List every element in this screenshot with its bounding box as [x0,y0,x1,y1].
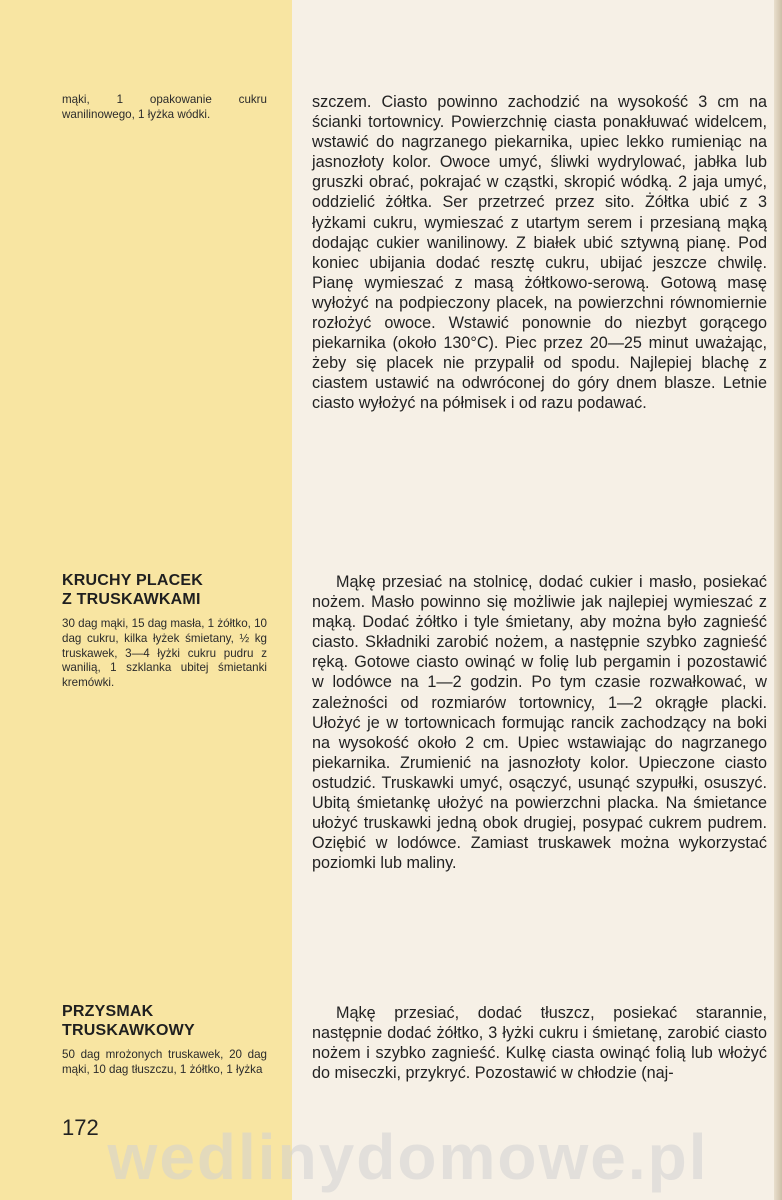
paragraph-continued: szczem. Ciasto powinno zachodzić na wysokość 3 cm na ścianki tortownicy. Powierzchnię ciasta ponakłuwać widelcem, wstawić do nagrzanego piekarnika, upiec lekko rumieniąc na jasnozłoty kolor. Owoce umyć, śliwki wydrylować, jabłka lub gruszki obrać, pokrajać w cząstki, skropić wódką. 2 jaja umyć, oddzielić żółtka. Ser przetrzeć przez sito. Żółtka ubić z 3 łyżkami cukru, wymieszać z utartym serem i przesianą mąką dodając cukier wanilinowy. Z białek ubić sztywną pianę. Pod koniec ubijania dodać resztę cukru, ubijać jeszcze chwilę. Pianę wymieszać z masą żółtkowo-serową. Gotową masę wyłożyć na podpieczony placek, na powierzchni równomiernie rozłożyć owoce. Wstawić ponownie do niezbyt gorącego piekarnika (około 130°C). Piec przez 20—25 minut uważając, żeby się placek nie przypalił od spodu. Najlepiej blachę z ciastem ustawić na odwróconej do góry dnem blasze. Letnie ciasto wyłożyć na półmisek i od razu podawać. [312,93,767,413]
watermark: wedlinydomowe.pl [107,1121,709,1193]
page-number: 172 [62,1115,99,1140]
recipe-title-kruchy-placek [62,571,282,609]
recipe-title-line: KRUCHY PLACEK [62,572,203,589]
recipe-ingredients-przysmak: 50 dag mrożonych truskawek, 20 dag mąki, 10 dag tłuszczu, 1 żółtko, 1 łyżka [62,1048,267,1076]
recipe-title-line: PRZYSMAK [62,1003,154,1020]
recipe-title-line: TRUSKAWKOWY [62,1022,195,1039]
paragraph-przysmak: Mąkę przesiać, dodać tłuszcz, posiekać starannie, następnie dodać żółtko, 3 łyżki cukru i śmietanę, zarobić ciasto nożem i szybko zagnieść. Kulkę ciasta owinąć folią lub włożyć do miseczki, przykryć. Pozostawić w chłodzie (naj- [312,1004,767,1083]
recipe-title-line: Z TRUSKAWKAMI [62,591,201,608]
recipe-title-przysmak [62,1002,282,1040]
intro-ingredients: mąki, 1 opakowanie cukru wanilinowego, 1 łyżka wódki. [62,93,267,121]
paragraph-kruchy-placek: Mąkę przesiać na stolnicę, dodać cukier i masło, posiekać nożem. Masło powinno się możliwie jak najlepiej wymieszać z mąką. Dodać żółtko i tyle śmietany, aby można było zagnieść ciasto. Składniki zarobić nożem, a następnie szybko zagnieść ręką. Gotowe ciasto owinąć w folię lub pergamin i pozostawić w lodówce na 1—2 godzin. Po tym czasie rozwałkować, w zależności od rozmiarów tortownicy, 1—2 okrągłe placki. Ułożyć je w tortownicach formując rancik zachodzący na boki na wysokość około 2 cm. Upiec wstawiając do nagrzanego piekarnika. Zrumienić na jasnozłoty kolor. Upieczone ciasto ostudzić. Truskawki umyć, osączyć, usunąć szypułki, osuszyć. Ubitą śmietankę ułożyć na powierzchni placka. Na śmietance ułożyć truskawki jedną obok drugiej, posypać cukrem pudrem. Oziębić w lodówce. Zamiast truskawek można wykorzystać poziomki lub maliny. [312,573,767,873]
recipe-ingredients-kruchy-placek: 30 dag mąki, 15 dag masła, 1 żółtko, 10 dag cukru, kilka łyżek śmietany, ½ kg truskawek, 3—4 łyżki cukru pudru z wanilią, 1 szklanka ubitej śmietanki kremówki. [62,617,267,690]
page-edge [774,0,782,1200]
